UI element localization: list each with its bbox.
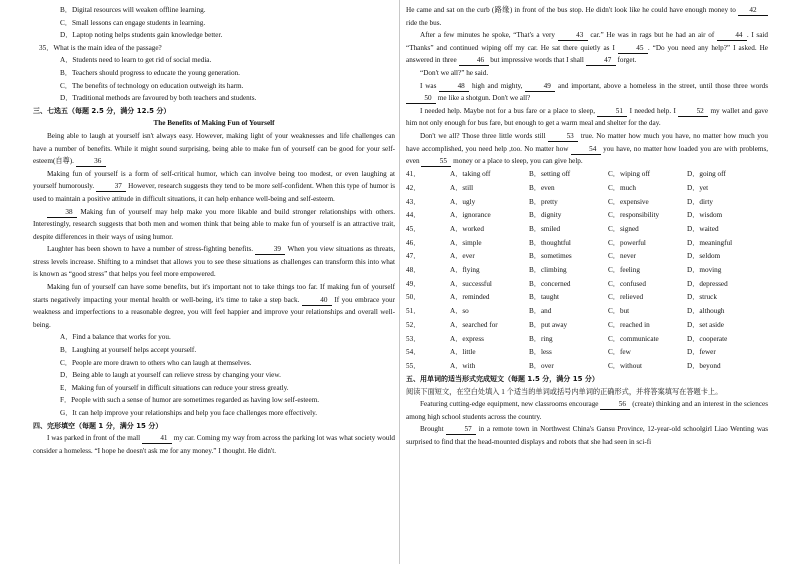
question-number: 45．	[406, 225, 421, 234]
question-number: 53．	[406, 334, 421, 343]
blank-46: 46	[459, 55, 489, 66]
option-a: A．simple	[450, 238, 482, 247]
cloze-option-row	[406, 264, 768, 278]
option-c: C．reached in	[608, 320, 650, 329]
section5-heading: 五、用单词的适当形式完成短文（每题 1.5 分，满分 15 分）	[406, 375, 599, 384]
question-number: 46．	[406, 238, 421, 247]
blank-42: 42	[738, 5, 768, 16]
option-c: C．much	[608, 183, 636, 192]
cloze-text-r6b: true. No matter how much you have, no matter how much you have accomplished, you need help ,too. No matter how	[406, 131, 769, 153]
option-d: D．depressed	[687, 279, 728, 288]
q35-option-a: A．Students need to learn to get rid of social media.	[60, 56, 212, 65]
option-b: B．put away	[529, 320, 568, 329]
left-column	[33, 4, 395, 457]
question-number: 43．	[406, 197, 421, 206]
question-number: 47．	[406, 252, 421, 261]
section5-paragraph-2	[406, 423, 768, 448]
option-b: B．less	[529, 348, 552, 357]
cloze-paragraph-6	[406, 105, 768, 130]
q34-option-c: C．Small lessons can engage students in learning.	[60, 18, 206, 27]
cloze-text-r5b: I needed help. I	[629, 106, 676, 115]
section3-heading: 三、七选五（每题 2.5 分，满分 12.5 分）	[33, 106, 171, 115]
seven-option-g: G．It can help improve your relationships and help you face challenges more effectively.	[60, 409, 318, 417]
cloze-text-r2a: After a few minutes he spoke, “That's a very	[420, 31, 556, 40]
q35-option-d: D．Traditional methods are favoured by both teachers and students.	[60, 94, 257, 103]
option-d: D．going off	[687, 170, 726, 179]
option-c: C．expensive	[608, 197, 649, 206]
option-c: C．but	[608, 307, 630, 316]
option-c: C．without	[608, 361, 642, 370]
cloze-paragraph-5	[406, 80, 768, 105]
cloze-option-row	[406, 222, 768, 236]
paragraph-5-text-a: Making fun of yourself can have some benefits, but it's important not to take things too far. If making fun of yourself starts negatively impacting your mental health or well-being, it's time to take a step back.	[33, 283, 395, 304]
cloze-text-r5c: my wallet and gave him not only enough for bus fare, but enough to get a warm meal and shelter for the day.	[406, 106, 769, 128]
option-c: C．relieved	[608, 293, 644, 302]
question-number: 52．	[406, 320, 421, 329]
option-c: C．responsibility	[608, 211, 660, 220]
section4-heading: 四、完形填空（每题 1 分，满分 15 分）	[33, 421, 163, 430]
option-d: D．set aside	[687, 320, 724, 329]
cloze-text-r2e: but impressive words that I shall	[490, 56, 584, 65]
question-number: 44．	[406, 211, 421, 220]
cloze-option-row	[406, 332, 768, 346]
cloze-paragraph-4	[406, 67, 768, 80]
cloze-option-row	[406, 277, 768, 291]
option-c: C．wiping off	[608, 170, 650, 179]
section5-paragraph-1	[406, 398, 768, 423]
cloze-options-body	[406, 168, 768, 373]
option-a: A．reminded	[450, 293, 490, 302]
option-d: D．seldom	[687, 252, 721, 261]
option-a: A．little	[450, 348, 476, 357]
option-a: A．worked	[450, 225, 484, 234]
option-b: B．climbing	[529, 266, 567, 275]
option-c: C．confused	[608, 279, 646, 288]
cloze-text-r3: “Don't we all?” he said.	[420, 68, 489, 77]
cloze-option-row	[406, 291, 768, 305]
cloze-option-row	[406, 250, 768, 264]
blank-45: 45	[618, 43, 648, 54]
blank-38: 38	[47, 207, 77, 218]
cloze-text-b: my car. Coming my way from across the parking lot was what society would consider a homeless. “I hope he doesn't ask me for any money.” I thought. He didn't.	[33, 434, 396, 455]
cloze-text-r5a: I needed help. Maybe not for a bus fare or a place to sleep,	[420, 106, 596, 115]
option-b: B．concerned	[529, 279, 571, 288]
blank-36: 36	[76, 156, 106, 167]
option-d: D．dirty	[687, 197, 713, 206]
option-a: A．searched for	[450, 320, 498, 329]
question-number: 54．	[406, 348, 421, 357]
question-number: 51．	[406, 307, 421, 316]
cloze-text-r4b: high and mighty,	[471, 81, 523, 90]
paragraph-4-text-b: When you view situations as threats, stress levels increase. Shifting to a mindset that allows you to see these situations as challenges can transform this into what is known as “good stress” that helps you feel more empowered.	[33, 245, 396, 279]
blank-44: 44	[717, 30, 747, 41]
option-b: B．sometimes	[529, 252, 572, 261]
question-number: 55．	[406, 361, 421, 370]
cloze-paragraph-1	[33, 432, 395, 457]
option-d: D．wisdom	[687, 211, 723, 220]
q34-option-d: D．Laptop noting helps students gain knowledge better.	[60, 31, 223, 40]
question-number: 42．	[406, 183, 421, 192]
option-d: D．cooperate	[687, 334, 728, 343]
cloze-paragraph-2	[406, 4, 768, 29]
cloze-option-row	[406, 181, 768, 195]
cloze-text-r1b: ride the bus.	[406, 18, 442, 27]
option-d: D．yet	[687, 183, 709, 192]
option-c: C．communicate	[608, 334, 659, 343]
option-d: D．although	[687, 307, 725, 316]
option-c: C．never	[608, 252, 636, 261]
option-a: A．ignorance	[450, 211, 491, 220]
seven-option-d: D．Being able to laugh at yourself can relieve stress by changing your view.	[60, 371, 281, 380]
seven-option-c: C．People are more drawn to others who can laugh at themselves.	[60, 358, 252, 367]
option-b: B．over	[529, 361, 554, 370]
blank-48: 48	[439, 81, 469, 92]
cloze-option-row	[406, 236, 768, 250]
paragraph-2-text-a: Making fun of yourself is a form of self-critical humor, which can involve being too modest, or even laughing at yourself humorously.	[33, 169, 395, 191]
question-number: 49．	[406, 279, 421, 288]
option-b: B．thoughtful	[529, 238, 571, 247]
question-number: 41．	[406, 170, 421, 179]
seven-option-f: F．People with such a sense of humor are sometimes regarded as having low self-esteem.	[60, 396, 320, 405]
q34-option-b: B．Digital resources will weaken offline learning.	[60, 6, 206, 14]
paragraph-5	[33, 281, 395, 331]
option-a: A．still	[450, 183, 474, 192]
cloze-text-r6d: money or a place to sleep, you can give help.	[453, 157, 583, 166]
option-b: B．even	[529, 183, 555, 192]
option-a: A．flying	[450, 266, 480, 275]
cloze-text-r2d: . “Do you need any help?” I asked. He answered in three	[406, 43, 768, 65]
cloze-option-row	[406, 195, 768, 209]
cloze-text-r4a: I was	[420, 81, 437, 90]
cloze-text-r4d: me like a shotgun. Don't we all?	[437, 94, 531, 103]
paragraph-4	[33, 243, 395, 281]
option-a: A．so	[450, 307, 469, 316]
q35-stem: 35．What is the main idea of the passage?	[39, 43, 162, 52]
option-d: D．fewer	[687, 348, 716, 357]
cloze-option-row	[406, 359, 768, 373]
option-b: B．taught	[529, 293, 559, 302]
option-b: B．and	[529, 307, 552, 316]
option-b: B．setting off	[529, 170, 571, 179]
cloze-text-r4c: and important, above a homeless in the street, until those three words	[558, 81, 769, 90]
q35-option-b: B．Teachers should progress to educate the young generation.	[60, 68, 240, 77]
blank-49: 49	[525, 81, 555, 92]
option-d: D．waited	[687, 225, 719, 234]
cloze-text-r6a: Don't we all? Those three little words still	[420, 131, 546, 140]
cloze-text-a: I was parked in front of the mall	[47, 434, 141, 443]
paragraph-3	[33, 206, 395, 244]
paragraph-1-text: Being able to laugh at yourself isn't always easy. However, making light of your weaknesses and life challenges can have a number of benefits. While it might sound surprising, being able to make fun of yourself can be good for your self-esteem(自尊).	[33, 131, 395, 166]
option-a: A．successful	[450, 279, 492, 288]
section5-text-a: Featuring cutting-edge equipment, new classrooms encourage	[420, 400, 599, 409]
blank-37: 37	[96, 181, 126, 192]
option-b: B．ring	[529, 334, 553, 343]
blank-50: 50	[406, 93, 436, 104]
option-b: B．dignity	[529, 211, 562, 220]
section5-text-d: in a remote town in Northwest China's Gansu Province, 12-year-old schoolgirl Liao Wenting was surprised to find that the head-mounted displays and robots that she had seen in sci-fi	[406, 425, 769, 446]
passage-title: The Benefits of Making Fun of Yourself	[153, 119, 275, 128]
cloze-option-row	[406, 318, 768, 332]
paragraph-4-text-a: Laughter has been shown to have a number of stress-fighting benefits.	[47, 245, 254, 254]
cloze-option-row	[406, 209, 768, 223]
option-c: C．signed	[608, 225, 639, 234]
seven-option-e: E．Making fun of yourself in difficult situations can reduce your stress greatly.	[60, 383, 289, 392]
cloze-options-table	[406, 168, 768, 373]
blank-39: 39	[255, 244, 285, 255]
blank-41: 41	[142, 433, 172, 444]
section5-instructions: 阅读下面短文，在空白处填入 1 个适当的单词或括号内单词的正确形式，并将答案填写在答题卡上。	[406, 387, 723, 396]
cloze-text-r6c: you have, no matter how loaded you are with problems, even	[406, 144, 769, 166]
option-a: A．ever	[450, 252, 475, 261]
seven-option-a: A．Find a balance that works for you.	[60, 333, 171, 342]
blank-43: 43	[558, 30, 588, 41]
blank-56: 56	[600, 399, 630, 410]
blank-55: 55	[421, 156, 451, 167]
option-b: B．pretty	[529, 197, 558, 206]
cloze-paragraph-7	[406, 130, 768, 168]
section5-text-b: (create) thinking and an interest in the sciences among high school students across the country.	[406, 400, 768, 421]
option-a: A．express	[450, 334, 484, 343]
blank-40: 40	[302, 295, 332, 306]
q35-option-c: C．The benefits of technology on education outweigh its harm.	[60, 81, 244, 90]
paragraph-2-text-b: However, research suggests they tend to be more self-confident. When this type of humor is used to maintain a positive attitude in difficult situations, it can help enhance well-being and self-esteem.	[33, 182, 395, 203]
option-d: D．beyond	[687, 361, 721, 370]
blank-53: 53	[548, 131, 578, 142]
question-number: 50．	[406, 293, 421, 302]
cloze-text-r2c: . I said “Thanks” and continued wiping off my car. He sat there quietly as I	[406, 31, 769, 52]
option-c: C．feeling	[608, 266, 640, 275]
column-divider	[399, 0, 400, 564]
paragraph-5-text-b: If you embrace your weakness and imperfections to a reasonable degree, you will feel happier and improve your relationships and overall well-being.	[33, 295, 395, 329]
blank-47: 47	[586, 55, 616, 66]
paragraph-1	[33, 130, 395, 168]
cloze-text-r1a: He came and sat on the curb (路缘) in front of the bus stop. He didn't look like he could have enough money to	[406, 6, 736, 14]
cloze-text-r2f: forget.	[617, 56, 637, 65]
blank-52: 52	[678, 106, 708, 117]
question-number: 48．	[406, 266, 421, 275]
option-a: A．taking off	[450, 170, 491, 179]
paragraph-3-text: Making fun of yourself may help make you more likable and build stronger relationships with others. Interestingly, research suggests that both men and women think that being able to make fun of yourself is an attractive trait, despite differences in their ways of using humor.	[33, 207, 396, 241]
right-column	[406, 4, 768, 449]
blank-57: 57	[446, 424, 476, 435]
option-a: A．ugly	[450, 197, 476, 206]
option-c: C．few	[608, 348, 631, 357]
section5-text-c: Brought	[420, 425, 444, 434]
cloze-option-row	[406, 305, 768, 319]
paragraph-2	[33, 168, 395, 206]
cloze-text-r2b: car.” He was in rags but he had an air of	[590, 31, 715, 40]
cloze-option-row	[406, 168, 768, 182]
option-d: D．moving	[687, 266, 722, 275]
option-a: A．with	[450, 361, 476, 370]
blank-54: 54	[571, 144, 601, 155]
seven-option-b: B．Laughing at yourself helps accept yourself.	[60, 346, 197, 355]
option-b: B．smiled	[529, 225, 561, 234]
option-d: D．struck	[687, 293, 717, 302]
cloze-option-row	[406, 346, 768, 360]
option-c: C．powerful	[608, 238, 646, 247]
cloze-paragraph-3	[406, 29, 768, 67]
option-d: D．meaningful	[687, 238, 733, 247]
blank-51: 51	[597, 106, 627, 117]
